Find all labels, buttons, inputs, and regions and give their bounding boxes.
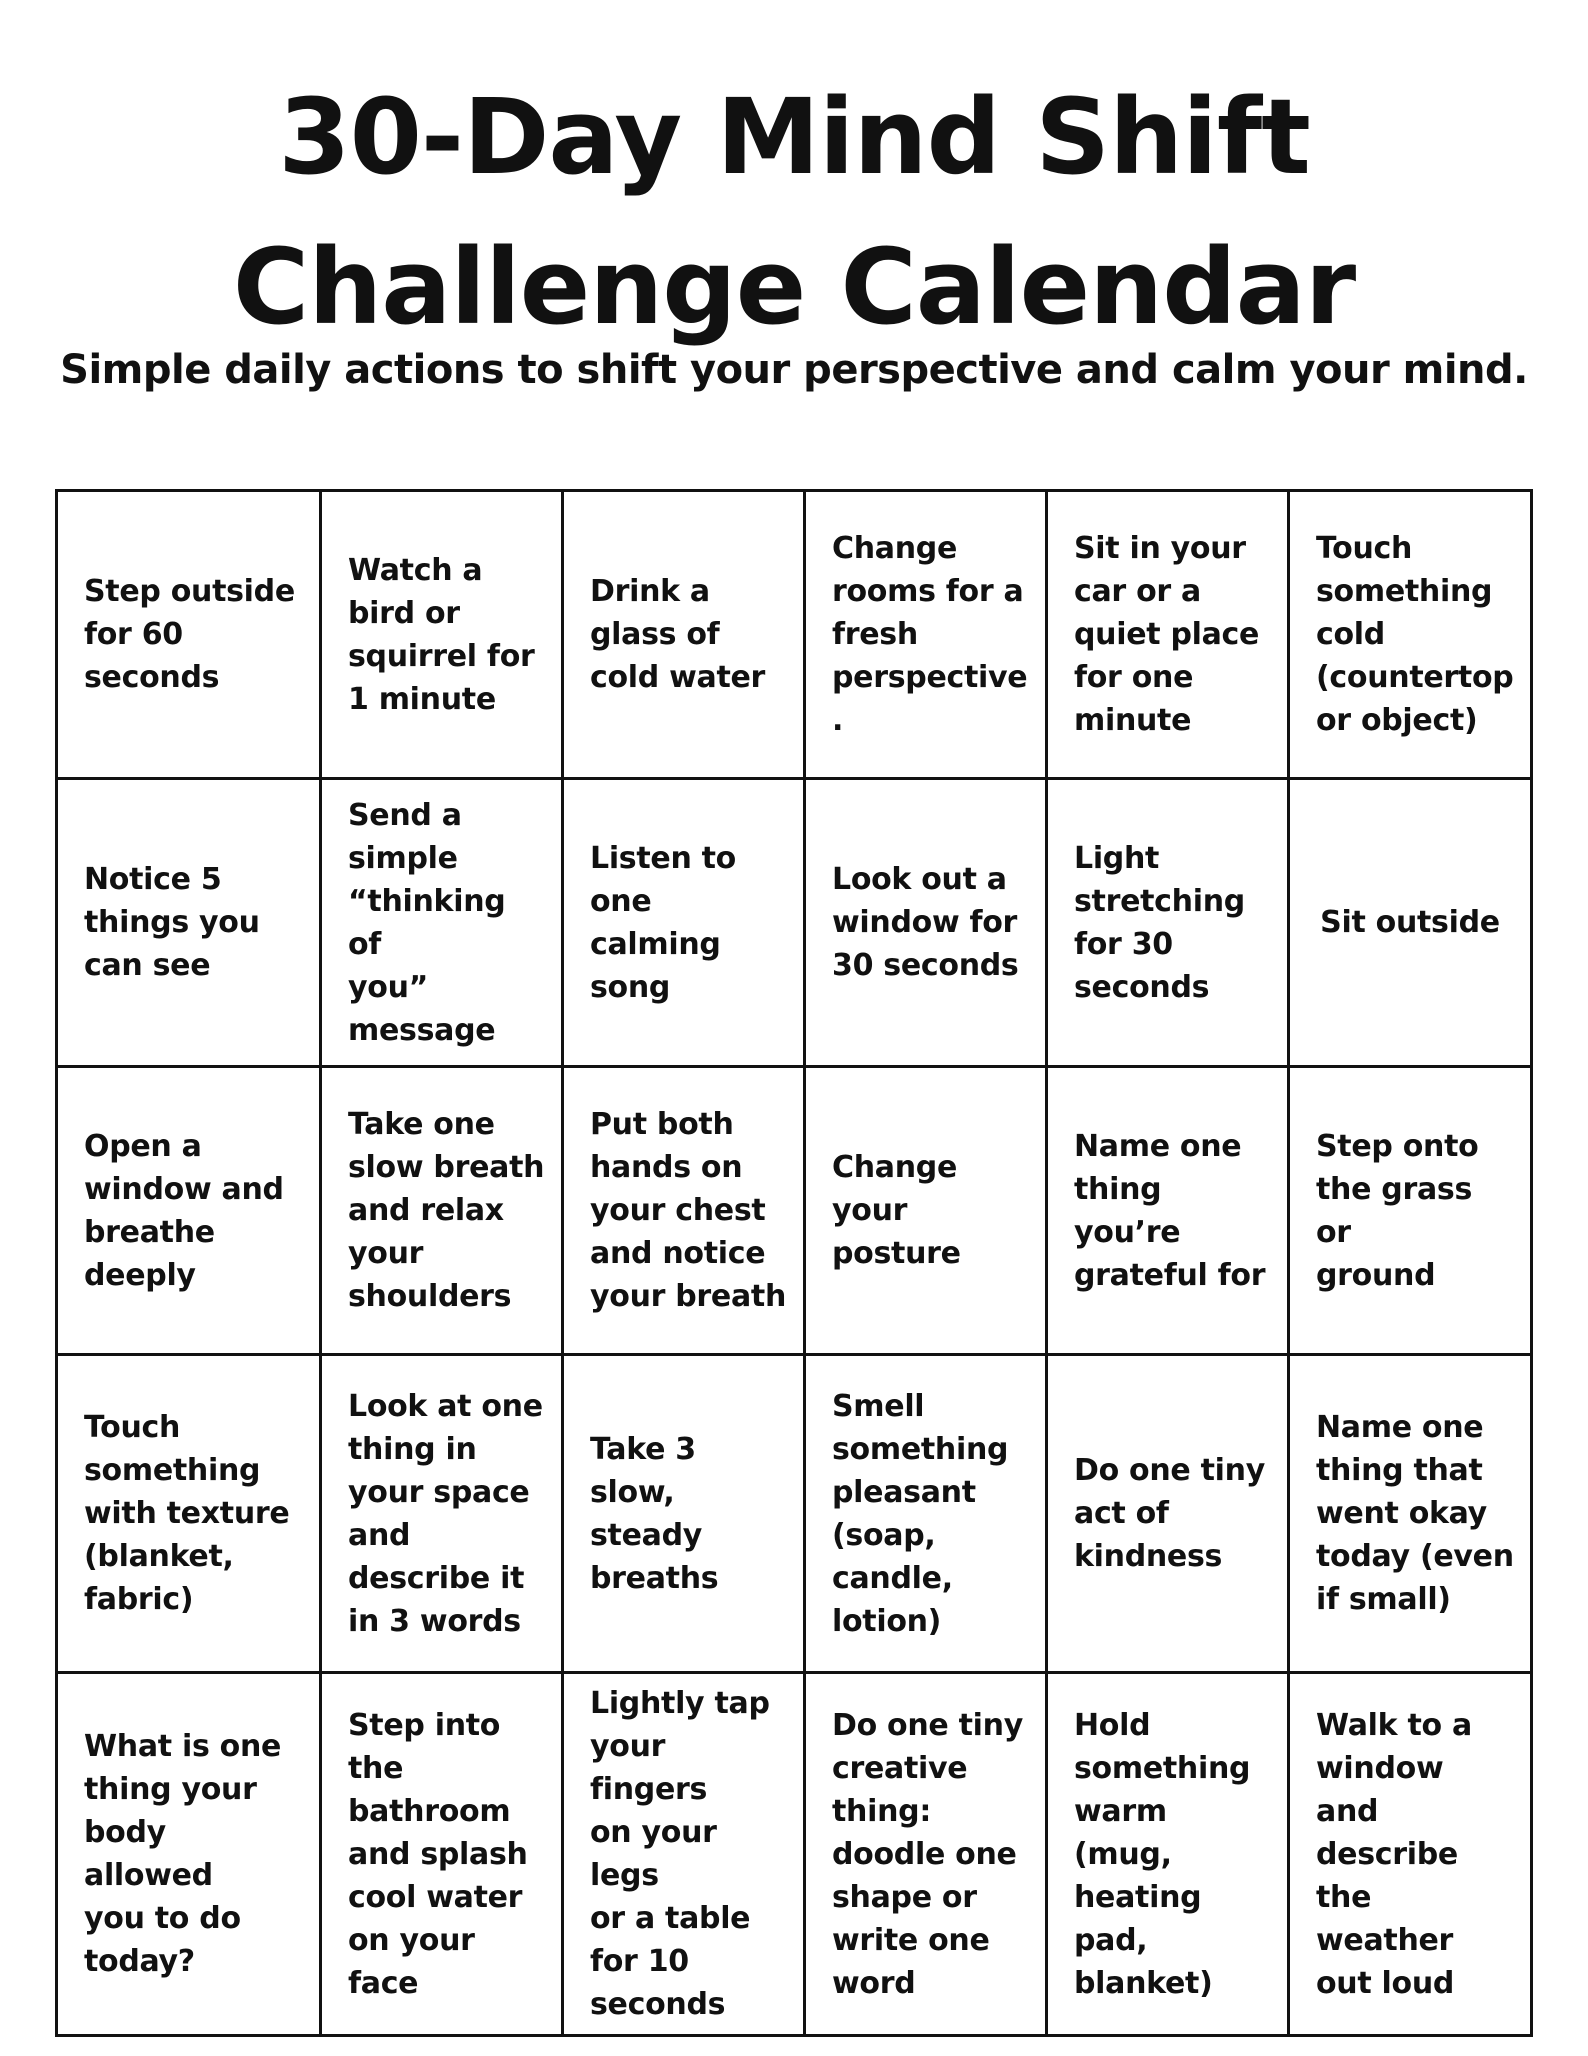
calendar-cell-text: Change rooms for a fresh perspective . (832, 531, 1028, 738)
calendar-cell-text: Step into the bathroom and splash cool water on your face (348, 1707, 528, 2001)
calendar-cell-text: Send a simple “thinking of you” message (348, 797, 506, 1048)
calendar-cell-text: Notice 5 things you can see (84, 862, 260, 983)
calendar-cell-day-26 (322, 1674, 564, 2034)
calendar-cell-day-10 (806, 780, 1048, 1068)
calendar-cell-day-9 (564, 780, 806, 1068)
calendar-cell-text: Open a window and breathe deeply (84, 1128, 284, 1293)
calendar-cell-day-4 (806, 492, 1048, 780)
calendar-cell-day-22 (806, 1356, 1048, 1674)
calendar-cell-day-18 (1290, 1068, 1530, 1356)
calendar-cell-text: Put both hands on your chest and notice your breath (590, 1107, 787, 1314)
calendar-cell-day-24 (1290, 1356, 1530, 1674)
calendar-cell-day-14 (322, 1068, 564, 1356)
calendar-cell-day-12 (1290, 780, 1530, 1068)
calendar-cell-text: Look out a window for 30 seconds (832, 862, 1019, 983)
calendar-cell-day-15 (564, 1068, 806, 1356)
calendar-cell-day-23 (1048, 1356, 1290, 1674)
calendar-cell-text: Take one slow breath and relax your shoulders (348, 1107, 545, 1314)
calendar-cell-text: Look at one thing in your space and describe it in 3 words (348, 1388, 543, 1639)
calendar-cell-day-6 (1290, 492, 1530, 780)
calendar-cell-text: Listen to one calming song (590, 840, 736, 1005)
calendar-cell-text: What is one thing your body allowed you to do today? (84, 1729, 282, 1979)
calendar-cell-day-5 (1048, 492, 1290, 780)
calendar-cell-day-28 (806, 1674, 1048, 2034)
calendar-grid (55, 489, 1533, 2037)
calendar-cell-text: Name one thing you’re grateful for (1074, 1128, 1266, 1293)
calendar-cell-day-17 (1048, 1068, 1290, 1356)
calendar-cell-day-13 (58, 1068, 322, 1356)
calendar-cell-day-2 (322, 492, 564, 780)
page-subtitle: Simple daily actions to shift your perspective and calm your mind. (60, 347, 1528, 393)
calendar-cell-day-29 (1048, 1674, 1290, 2034)
calendar-cell-day-11 (1048, 780, 1290, 1068)
calendar-cell-day-1 (58, 492, 322, 780)
calendar-cell-day-16 (806, 1068, 1048, 1356)
calendar-cell-day-30 (1290, 1674, 1530, 2034)
calendar-cell-day-19 (58, 1356, 322, 1674)
calendar-cell-day-3 (564, 492, 806, 780)
calendar-cell-day-8 (322, 780, 564, 1068)
calendar-cell-text: Do one tiny creative thing: doodle one shape or write one word (832, 1707, 1023, 2001)
calendar-cell-day-21 (564, 1356, 806, 1674)
calendar-cell-text: Name one thing that went okay today (even if small) (1316, 1410, 1514, 1617)
calendar-cell-text: Change your posture (832, 1150, 961, 1271)
calendar-cell-text: Sit in your car or a quiet place for one minute (1074, 531, 1260, 738)
calendar-cell-text: Sit outside (1320, 905, 1500, 940)
calendar-cell-text: Drink a glass of cold water (590, 574, 766, 695)
calendar-cell-day-20 (322, 1356, 564, 1674)
calendar-cell-day-7 (58, 780, 322, 1068)
page-title: 30-Day Mind Shift Challenge Calendar (232, 76, 1356, 348)
calendar-cell-text: Smell something pleasant (soap, candle, lotion) (832, 1388, 1009, 1639)
calendar-cell-text: Do one tiny act of kindness (1074, 1453, 1265, 1574)
calendar-cell-day-27 (564, 1674, 806, 2034)
calendar-cell-text: Hold something warm (mug, heating pad, blanket) (1074, 1707, 1251, 2001)
calendar-cell-text: Take 3 slow, steady breaths (590, 1431, 719, 1596)
calendar-cell-day-25 (58, 1674, 322, 2034)
calendar-cell-text: Light stretching for 30 seconds (1074, 840, 1245, 1005)
calendar-cell-text: Touch something cold (countertop or object) (1316, 531, 1514, 738)
calendar-cell-text: Step onto the grass or ground (1316, 1128, 1479, 1293)
calendar-cell-text: Step outside for 60 seconds (84, 574, 295, 695)
calendar-cell-text: Walk to a window and describe the weather out loud (1316, 1707, 1472, 2001)
calendar-cell-text: Watch a bird or squirrel for 1 minute (348, 552, 535, 717)
calendar-cell-text: Lightly tap your fingers on your legs or a table for 10 seconds (590, 1686, 770, 2022)
calendar-cell-text: Touch something with texture (blanket, fabric) (84, 1410, 290, 1617)
